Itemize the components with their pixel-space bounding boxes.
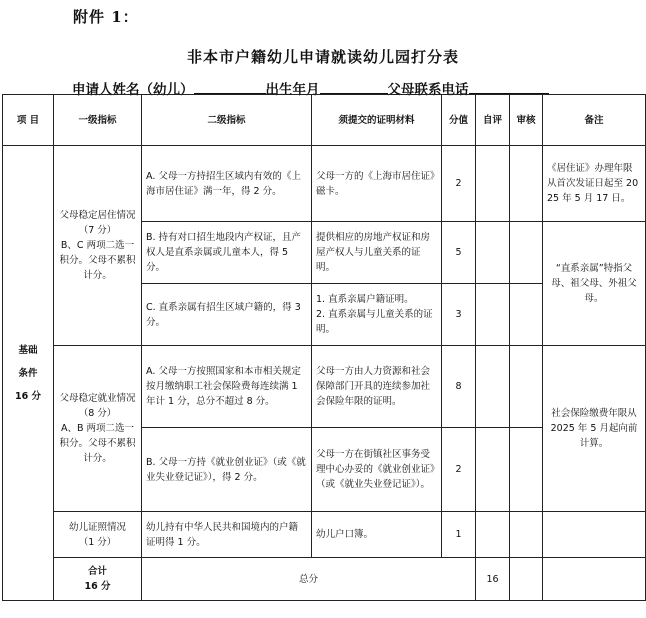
residence-b-criterion: B. 持有对口招生地段内产权证，且产权人是直系亲属或儿童本人，得 5 分。 [142,222,312,284]
employment-level1-cell [54,346,142,512]
household-level1-cell [54,512,142,558]
header-item: 项 目 [3,95,54,146]
total-description: 总分 [142,558,476,601]
residence-l1-title: 父母稳定居住情况 [59,210,136,221]
parent-phone-label: 父母联系电话 [387,82,469,98]
employment-b-criterion: B. 父母一方持《就业创业证》（或《就业失业登记证》），得 2 分。 [142,428,312,512]
household-material: 幼儿户口簿。 [312,512,442,558]
base-label-2: 条件 [18,367,38,379]
residence-c-score: 3 [442,284,476,346]
total-label-2: 16 分 [84,581,111,592]
employment-b-review[interactable] [510,428,543,512]
household-remark [543,512,646,558]
employment-b-score: 2 [442,428,476,512]
base-label-3: 16 分 [14,390,42,402]
employment-remark: 社会保险缴费年限从 2025 年 5 月起向前计算。 [543,346,646,512]
employment-a-self-eval[interactable] [476,346,510,428]
employment-a-review[interactable] [510,346,543,428]
applicant-name-field[interactable] [194,79,266,94]
residence-a-remark: 《居住证》办理年限从首次发证日起至 2025 年 5 月 17 日。 [543,146,646,222]
header-level1: 一级指标 [54,95,142,146]
applicant-name-label: 申请人姓名（幼儿） [72,82,194,98]
residence-a-review[interactable] [510,146,543,222]
household-row [3,512,646,558]
header-self-eval: 自评 [476,95,510,146]
residence-b-review[interactable] [510,222,543,284]
total-score: 16 [476,558,510,601]
residence-a-score: 2 [442,146,476,222]
header-remark: 备注 [543,95,646,146]
residence-bc-remark: “直系亲属”特指父母、祖父母、外祖父母。 [543,222,646,346]
total-self-eval[interactable] [510,558,543,601]
residence-a-material: 父母一方的《上海市居住证》磁卡。 [312,146,442,222]
page-title: 非本市户籍幼儿申请就读幼儿园打分表 [186,48,459,66]
residence-c-review[interactable] [510,284,543,346]
parent-phone-field[interactable] [469,79,549,94]
header-level2: 二级指标 [142,95,312,146]
employment-row-a [3,346,646,428]
birth-date-field[interactable] [320,79,388,94]
employment-a-criterion: A. 父母一方按照国家和本市相关规定按月缴纳职工社会保险费每连续满 1 年计 1 分，总分不超过 8 分。 [142,346,312,428]
residence-c-material-1: 1. 直系亲属户籍证明。 [316,294,414,305]
employment-a-score: 8 [442,346,476,428]
employment-b-material: 父母一方在街镇社区事务受理中心办妥的《就业创业证》（或《就业失业登记证》）。 [312,428,442,512]
header-materials: 须提交的证明材料 [312,95,442,146]
birth-date-label: 出生年月 [265,82,320,98]
household-review[interactable] [510,512,543,558]
residence-level1-cell [54,146,142,346]
residence-c-criterion: C. 直系亲属有招生区域户籍的，得 3 分。 [142,284,312,346]
household-l1-title: 幼儿证照情况 [68,521,126,533]
employment-a-material: 父母一方由人力资源和社会保障部门开具的连续参加社会保险年限的证明。 [312,346,442,428]
household-score: 1 [442,512,476,558]
header-review: 审核 [510,95,543,146]
total-label-cell [54,558,142,601]
employment-l1-points: （8 分） [78,408,117,419]
residence-row-a [3,146,646,222]
residence-c-material [312,284,442,346]
total-review[interactable] [543,558,646,601]
residence-l1-points: （7 分） [78,225,117,236]
residence-a-criterion: A. 父母一方持招生区域内有效的《上海市居住证》满一年，得 2 分。 [142,146,312,222]
employment-l1-note: A、B 两项二选一积分。父母不累积计分。 [59,423,136,464]
residence-c-self-eval[interactable] [476,284,510,346]
header-row [3,95,646,146]
score-table [2,94,646,601]
employment-l1-title: 父母稳定就业情况 [59,393,136,404]
attachment-label: 附件 1： [73,8,139,26]
base-conditions-cell [3,146,54,601]
residence-b-material: 提供相应的房地产权证和房屋产权人与儿童关系的证明。 [312,222,442,284]
employment-b-self-eval[interactable] [476,428,510,512]
household-l1-points: （1 分） [78,536,117,548]
residence-b-self-eval[interactable] [476,222,510,284]
base-label-1: 基础 [18,344,38,356]
residence-l1-note: B、C 两项二选一积分。父母不累积计分。 [59,240,136,281]
household-criterion: 幼儿持有中华人民共和国境内的户籍证明得 1 分。 [142,512,312,558]
total-row [3,558,646,601]
residence-b-score: 5 [442,222,476,284]
household-self-eval[interactable] [476,512,510,558]
total-label-1: 合计 [87,566,107,577]
header-score: 分值 [442,95,476,146]
residence-c-material-2: 2. 直系亲属与儿童关系的证明。 [316,309,433,335]
residence-a-self-eval[interactable] [476,146,510,222]
